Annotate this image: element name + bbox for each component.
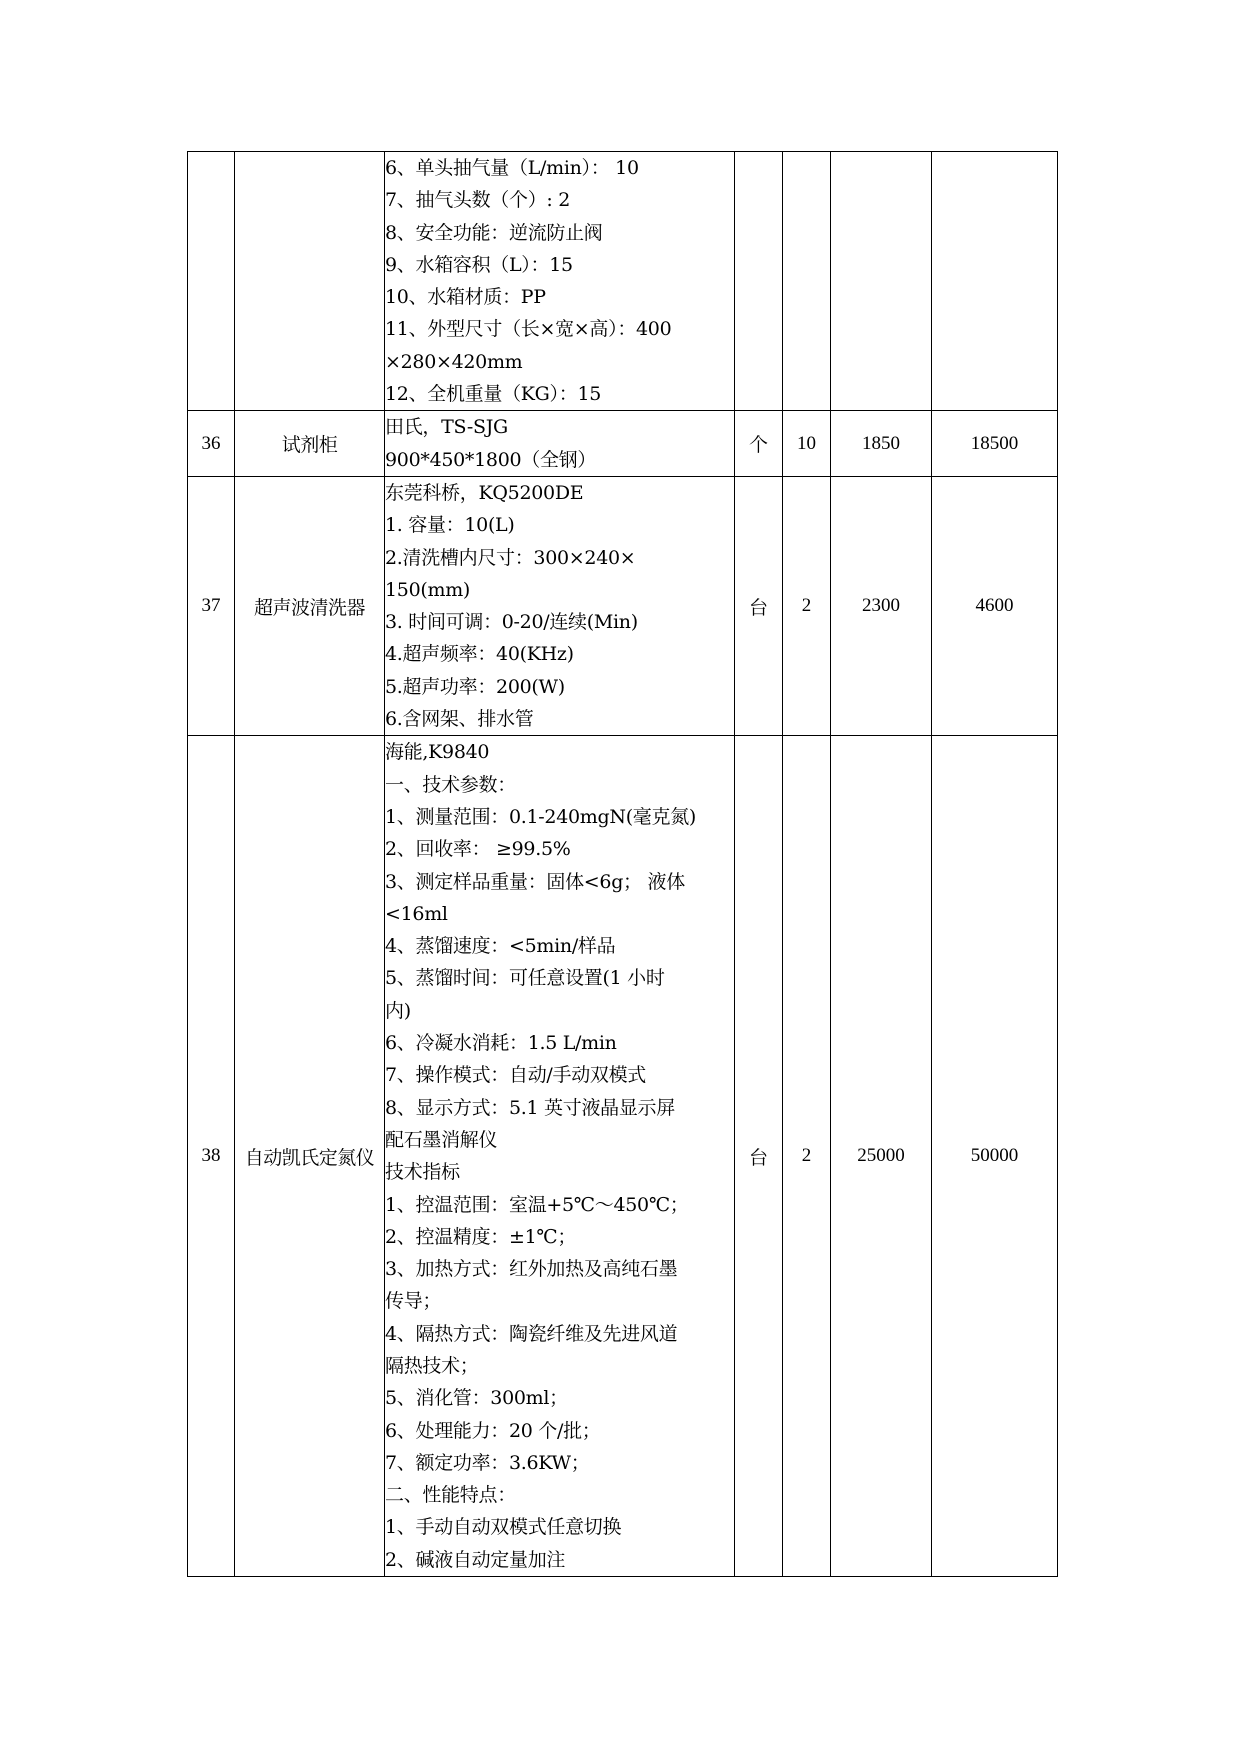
spec-line: 6、处理能力：20 个/批； bbox=[385, 1419, 601, 1442]
spec-line: 6、单头抽气量（L/min）： 10 bbox=[385, 157, 639, 179]
spec-line: 2、控温精度：±1℃； bbox=[385, 1225, 577, 1248]
spec-line: 5.超声功率：200(W) bbox=[385, 675, 565, 698]
spec-line: 4、隔热方式：陶瓷纤维及先进风道 bbox=[385, 1322, 678, 1345]
spec-line: 传导； bbox=[385, 1290, 442, 1313]
spec-line: <16ml bbox=[385, 902, 448, 925]
spec-line: 1、控温范围：室温+5℃～450℃； bbox=[385, 1193, 689, 1216]
spec-line: 5、蒸馏时间：可任意设置(1 小时 bbox=[385, 967, 665, 990]
spec-line: 一、技术参数： bbox=[385, 773, 516, 796]
item-unit bbox=[735, 152, 783, 411]
spec-line: ×280×420mm bbox=[385, 350, 523, 373]
spec-line: 1、测量范围：0.1-240mgN(毫克氮) bbox=[385, 805, 697, 828]
spec-line: 配石墨消解仪 bbox=[385, 1128, 498, 1151]
spec-line: 2、回收率： ≥99.5% bbox=[385, 838, 571, 861]
equipment-spec-table bbox=[187, 151, 1058, 1577]
spec-line: 3、加热方式：红外加热及高纯石墨 bbox=[385, 1258, 678, 1281]
item-quantity bbox=[783, 152, 831, 411]
spec-line: 9、水箱容积（L）：15 bbox=[385, 253, 573, 276]
spec-line: 海能,K9840 bbox=[385, 741, 490, 764]
spec-line: 3、测定样品重量：固体<6g； 液体 bbox=[385, 870, 685, 893]
spec-line: 1. 容量：10(L) bbox=[385, 514, 515, 537]
item-number: 37 bbox=[188, 476, 235, 735]
spec-line: 8、显示方式：5.1 英寸液晶显示屏 bbox=[385, 1096, 675, 1119]
item-total-price bbox=[932, 152, 1058, 411]
item-unit-price: 2300 bbox=[831, 476, 932, 735]
item-unit-price: 1850 bbox=[831, 411, 932, 477]
spec-line: 8、安全功能：逆流防止阀 bbox=[385, 221, 603, 244]
table-row bbox=[188, 476, 1058, 735]
spec-line: 隔热技术； bbox=[385, 1354, 479, 1377]
spec-line: 2.清洗槽内尺寸：300×240× bbox=[385, 546, 636, 569]
item-name: 超声波清洗器 bbox=[235, 476, 385, 735]
item-name bbox=[235, 152, 385, 411]
item-quantity: 2 bbox=[783, 476, 831, 735]
spec-line: 7、操作模式：自动/手动双模式 bbox=[385, 1064, 646, 1087]
item-spec bbox=[385, 411, 735, 477]
item-total-price: 4600 bbox=[932, 476, 1058, 735]
item-spec bbox=[385, 152, 735, 411]
item-unit-price: 25000 bbox=[831, 736, 932, 1577]
spec-line: 900*450*1800（全钢） bbox=[385, 448, 597, 471]
spec-line: 4、蒸馏速度：<5min/样品 bbox=[385, 935, 616, 958]
table-row bbox=[188, 152, 1058, 411]
item-unit: 台 bbox=[735, 476, 783, 735]
spec-line: 1、手动自动双模式任意切换 bbox=[385, 1516, 622, 1539]
item-spec bbox=[385, 736, 735, 1577]
item-quantity: 2 bbox=[783, 736, 831, 1577]
spec-line: 东莞科桥，KQ5200DE bbox=[385, 481, 584, 504]
spec-line: 11、外型尺寸（长×宽×高）：400 bbox=[385, 318, 672, 341]
spec-line: 技术指标 bbox=[385, 1161, 460, 1184]
spec-line: 二、性能特点： bbox=[385, 1484, 516, 1507]
spec-line: 150(mm) bbox=[385, 578, 471, 601]
item-unit-price bbox=[831, 152, 932, 411]
table-row bbox=[188, 411, 1058, 477]
item-unit: 个 bbox=[735, 411, 783, 477]
table-row bbox=[188, 736, 1058, 1577]
item-total-price: 50000 bbox=[932, 736, 1058, 1577]
spec-line: 7、额定功率：3.6KW； bbox=[385, 1451, 590, 1474]
spec-line: 6、冷凝水消耗：1.5 L/min bbox=[385, 1032, 617, 1055]
item-name: 试剂柜 bbox=[235, 411, 385, 477]
item-number bbox=[188, 152, 235, 411]
item-total-price: 18500 bbox=[932, 411, 1058, 477]
item-number: 36 bbox=[188, 411, 235, 477]
item-name: 自动凯氏定氮仪 bbox=[235, 736, 385, 1577]
spec-line: 5、消化管：300ml； bbox=[385, 1387, 568, 1410]
spec-line: 10、水箱材质：PP bbox=[385, 286, 546, 309]
spec-line: 7、抽气头数（个）: 2 bbox=[385, 189, 571, 212]
spec-line: 6.含网架、排水管 bbox=[385, 708, 534, 731]
spec-line: 田氏，TS-SJG bbox=[385, 416, 508, 439]
spec-line: 4.超声频率：40(KHz) bbox=[385, 643, 574, 666]
spec-line: 3. 时间可调：0-20/连续(Min) bbox=[385, 611, 638, 634]
spec-line: 12、全机重量（KG）：15 bbox=[385, 383, 602, 406]
item-quantity: 10 bbox=[783, 411, 831, 477]
spec-line: 内) bbox=[385, 999, 411, 1022]
spec-line: 2、碱液自动定量加注 bbox=[385, 1548, 566, 1571]
item-number: 38 bbox=[188, 736, 235, 1577]
item-unit: 台 bbox=[735, 736, 783, 1577]
item-spec bbox=[385, 476, 735, 735]
